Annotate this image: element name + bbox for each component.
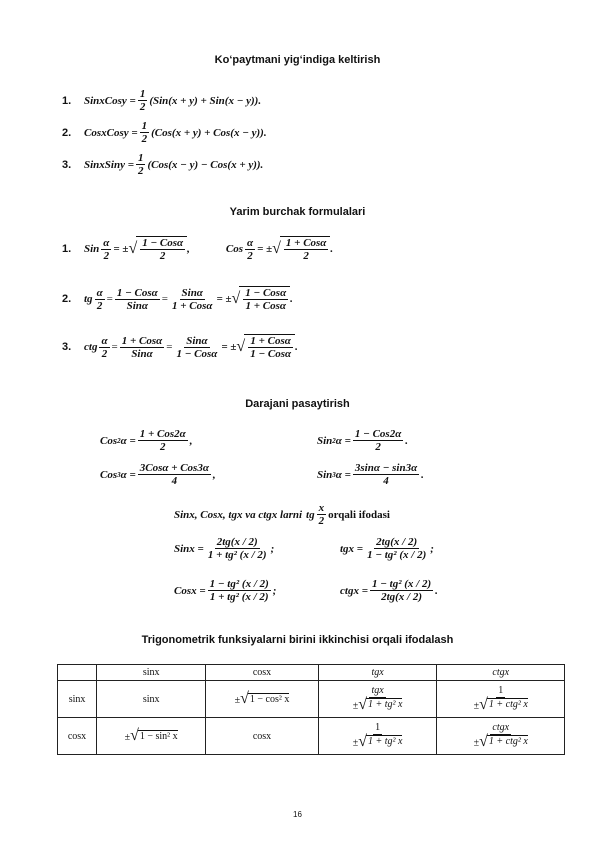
formula-number: 3. (62, 341, 72, 353)
punct: , (187, 243, 190, 255)
equals: = ± (216, 293, 232, 305)
formula-number: 1. (62, 94, 72, 107)
formula-lhs: Sin (317, 434, 333, 447)
fraction: $\frac{1}{2}$ (141, 120, 148, 145)
exponent: 3 (332, 470, 336, 479)
punct: . (295, 341, 298, 353)
formula-row-3 (62, 152, 263, 177)
formula-lhs: Sin (317, 468, 333, 481)
punct: . (290, 293, 293, 305)
formula-lhs: tgx = (340, 542, 364, 555)
table-cell: tgx ± √ 1 + tg² x (318, 681, 437, 718)
fraction: $\frac{\alpha}{2}$ (246, 236, 254, 262)
section-title-power-reduction: Darajani pasaytirish (245, 398, 350, 410)
formula-rhs: (Sin(x + y) + Sin(x − y)). (149, 94, 262, 107)
punct: ; (270, 542, 275, 555)
punct: . (421, 468, 424, 481)
power-reduction-cos2 (100, 428, 192, 453)
formula-lhs: tg (84, 293, 93, 305)
fraction: $\frac{1}{2}$ (137, 152, 144, 177)
table-header-cell: tgx (318, 665, 437, 681)
formula-lhs: Cos (100, 468, 118, 481)
variable: α = (120, 434, 136, 447)
square-root: √ $\frac{\text{1 + Cosα}}{2}$ (272, 236, 330, 262)
formula-rhs: (Cos(x − y) − Cos(x + y)). (147, 158, 264, 171)
fraction: $\frac{\text{1 − Cosα}}{\text{Sinα}}$ (116, 286, 158, 312)
exponent: 2 (117, 436, 121, 445)
formula-lhs: Cos (225, 243, 243, 255)
title-text: orqali ifodasi (328, 508, 390, 521)
fraction: $\frac{2tg(x / 2)}{\text{1 − tg² (x / 2)}}$ (367, 536, 427, 561)
formula-lhs: CosxCosy = (84, 126, 138, 139)
section-title-product-to-sum: Ko‘paytmani yig‘indiga keltirish (214, 54, 381, 66)
fraction: $\frac{\text{1 + Cos2α}}{2}$ (139, 428, 186, 453)
punct: . (330, 243, 334, 255)
equals: = ± (221, 341, 237, 353)
formula-lhs: ctg (84, 341, 98, 353)
fraction: $\frac{2tg(x / 2)}{\text{1 + tg² (x / 2)}}$ (207, 536, 267, 561)
table-cell: cosx (206, 718, 319, 755)
half-angle-row-3: 3. ctg $\frac{\alpha}{2}$ = $\frac{\text{1 + Cosα}}{\text{Sinα}}$ = $\frac{\text{Sinα}}{\text{1 − Cosα}}$ = ± √ $\frac{\text{1 + Cosα}}{\text{1 − Cosα}}$ . (62, 334, 298, 360)
formula-row-1 (62, 88, 261, 113)
fraction: $\frac{1}{2}$ (139, 88, 146, 113)
formula-lhs: Sin (84, 243, 100, 255)
tg-half-cos (174, 578, 276, 603)
exponent: 3 (117, 470, 121, 479)
variable: α = (335, 468, 351, 481)
square-root: √ $\frac{\text{1 + Cosα}}{\text{1 − Cosα}}$ (236, 334, 295, 360)
fraction: $\frac{3\sin\alpha - \sin 3\alpha}{4}$ (354, 462, 418, 487)
table-header-cell (58, 665, 97, 681)
punct: ; (272, 584, 277, 597)
formula-number: 2. (62, 293, 72, 305)
formula-number: 1. (62, 243, 72, 255)
table-cell: 1 ± √ 1 + tg² x (318, 718, 437, 755)
table-row-label: cosx (58, 718, 97, 755)
fraction: $\frac{\text{1 − tg² (x / 2)}}{\text{1 + tg² (x / 2)}}$ (209, 578, 269, 603)
tg-half-ctg (340, 578, 438, 603)
tg-half-sin (174, 536, 274, 561)
formula-rhs: (Cos(x + y) + Cos(x − y)). (151, 126, 267, 139)
table-header-row (58, 665, 565, 681)
punct: . (405, 434, 409, 447)
formula-lhs: Sinx = (174, 542, 204, 555)
punct: , (212, 468, 216, 481)
table-row-label: sinx (58, 681, 97, 718)
fraction: $\frac{\text{1 − tg² (x / 2)}}{2tg(x / 2)}$ (371, 578, 432, 603)
punct: . (435, 584, 438, 597)
formula-lhs: SinxSiny = (84, 158, 134, 171)
formula-lhs: Cosx = (174, 584, 206, 597)
punct: , (189, 434, 193, 447)
fraction: $\frac{\alpha}{2}$ (101, 334, 108, 360)
fraction: $\frac{\text{1 + Cosα}}{\text{Sinα}}$ (121, 334, 163, 360)
page-number: 16 (293, 810, 302, 819)
fraction: $\frac{\text{3Cosα + Cos3α}}{4}$ (139, 462, 209, 487)
table-cell: ctgx ± √ 1 + ctg² x (437, 718, 565, 755)
equals: = ± (257, 243, 273, 255)
formula-lhs: ctgx = (340, 584, 368, 597)
power-reduction-sin2 (317, 428, 408, 453)
table-header-cell: ctgx (437, 665, 565, 681)
formula-lhs: SinxCosy = (84, 94, 136, 107)
square-root: √ $\frac{\text{1 − Cosα}}{2}$ (128, 236, 187, 262)
power-reduction-cos3 (100, 462, 216, 487)
half-angle-row-1 (62, 236, 333, 262)
square-root: √ $\frac{\text{1 − Cosα}}{\text{1 + Cosα}}$ (232, 286, 291, 312)
fraction: $\frac{\text{Sinα}}{\text{1 + Cosα}}$ (171, 286, 213, 312)
tg-half-tg (340, 536, 434, 561)
section-title-conversions: Trigonometrik funksiyalarni birini ikkinchisi orqali ifodalash (141, 634, 454, 646)
table-row (58, 718, 565, 755)
table-cell: 1 ± √ 1 + ctg² x (437, 681, 565, 718)
table-cell: ± √ 1 − sin² x (97, 718, 206, 755)
table-row (58, 681, 565, 718)
formula-row-2 (62, 120, 267, 145)
variable: α = (335, 434, 351, 447)
fraction: $\frac{\text{Sinα}}{\text{1 − Cosα}}$ (176, 334, 218, 360)
punct: ; (430, 542, 434, 555)
conversion-table (57, 664, 565, 755)
equals: = ± (113, 243, 129, 255)
half-angle-row-2: 2. tg $\frac{\alpha}{2}$ = $\frac{\text{1 − Cosα}}{\text{Sinα}}$ = $\frac{\text{Sinα}}{\text{1 + Cosα}}$ = ± √ $\frac{\text{1 − Cosα}}{\text{1 + Cosα}}$ . (62, 286, 293, 312)
fraction: $\frac{\alpha}{2}$ (103, 236, 110, 262)
formula-lhs: Cos (100, 434, 118, 447)
power-reduction-sin3 (317, 462, 424, 487)
variable: α = (120, 468, 136, 481)
exponent: 2 (332, 436, 336, 445)
table-header-cell: sinx (97, 665, 206, 681)
section-title-half-angle: Yarim burchak formulalari (229, 206, 366, 218)
formula-number: 2. (62, 126, 72, 139)
table-cell: ± √ 1 − cos² x (206, 681, 319, 718)
table-cell: sinx (97, 681, 206, 718)
fraction: $\frac{x}{2}$ (318, 502, 325, 527)
tg-half-title (174, 502, 390, 527)
formula-number: 3. (62, 158, 72, 171)
title-text: Sinx, Cosx, tgx va ctgx larni (174, 508, 303, 521)
table-header-cell: cosx (206, 665, 319, 681)
title-tg: tg (306, 508, 315, 521)
fraction: $\frac{\alpha}{2}$ (96, 286, 103, 312)
fraction: $\frac{\text{1 − Cos2α}}{2}$ (354, 428, 402, 453)
